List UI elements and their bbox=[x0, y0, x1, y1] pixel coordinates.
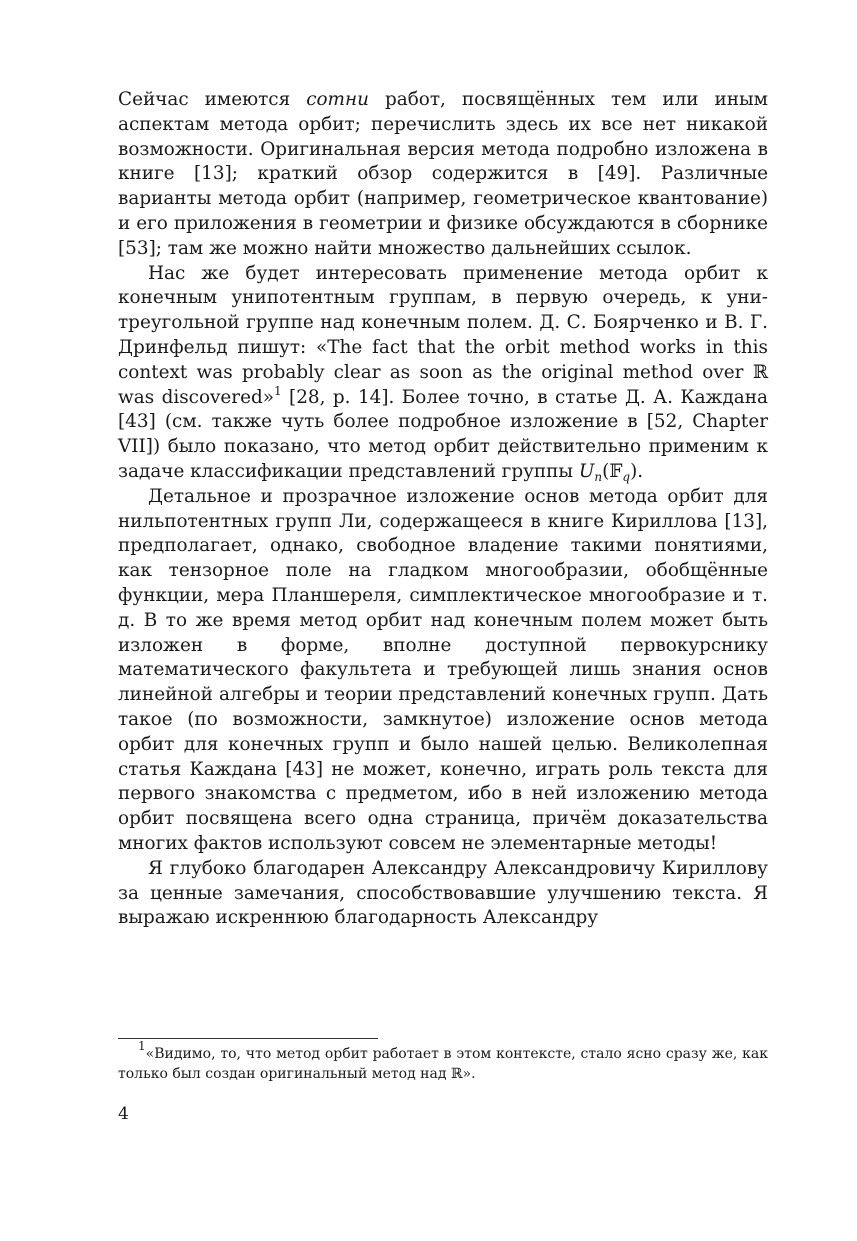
paragraph-2: Нас же будет интересовать применение метода орбит к конечным унипотентным группам, в первую очередь, к унитреугольной группе над конечным полем. Д. С. Боярченко и В. Г. Дринфельд пишут: «The fact that the orbit method works in this context was probably clear as soon as the original method over ℝ was discovered»$^1$ [28, p. 14]. Более точно, в статье Д. А. Каждана [43] (см. также чуть более подробное изложение в [52, Chapter VII]) было показано, что метод орбит действительно применим к задаче классификации представлений группы $U_n(𝔽_q)$. bbox=[118, 262, 768, 484]
page-body bbox=[118, 88, 768, 931]
paragraph-4: Я глубоко благодарен Александру Александровичу Кириллову за ценные замечания, способствовавшие улучшению текста. Я выражаю искреннюю благодарность Александру bbox=[118, 857, 768, 929]
footnote-divider bbox=[118, 1038, 378, 1039]
footnote-ref: 1 bbox=[274, 383, 282, 398]
footnote-text: «Видимо, то, что метод орбит работает в этом контексте, стало ясно сразу же, как только был создан оригинальный метод над ℝ». bbox=[118, 1046, 768, 1082]
footnote bbox=[118, 1039, 768, 1084]
paragraph-1: Сейчас имеются сотни работ, посвящённых тем или иным аспектам метода орбит; перечислить здесь их все нет никакой возможности. Оригинальная версия метода подробно изложена в книге [13]; краткий обзор содержится в [49]. Различные варианты метода орбит (например, геометрическое квантование) и его приложения в геометрии и физике обсуждаются в сборнике [53]; там же можно найти множество дальнейших ссылок. bbox=[118, 89, 768, 259]
page-number: 4 bbox=[118, 1104, 129, 1124]
footnote-marker: 1 bbox=[138, 1039, 146, 1053]
paragraph-3: Детальное и прозрачное изложение основ метода орбит для нильпотентных групп Ли, содержащееся в книге Кириллова [13], предполагает, однако, свободное владение такими понятиями, как тензорное поле на гладком многообразии, обобщённые функции, мера Планшереля, симплектическое многообразие и т. д. В то же время метод орбит над конечным полем может быть изложен в форме, вполне доступной первокурснику математического факультета и требующей лишь знания основ линейной алгебры и теории представлений конечных групп. Дать такое (по возможности, замкнутое) изложение основ метода орбит для конечных групп и было нашей целью. Великолепная статья Каждана [43] не может, конечно, играть роль текста для первого знакомства с предметом, ибо в ней изложению метода орбит посвящена всего одна страница, причём доказательства многих фактов используют совсем не элементарные методы! bbox=[118, 485, 768, 854]
